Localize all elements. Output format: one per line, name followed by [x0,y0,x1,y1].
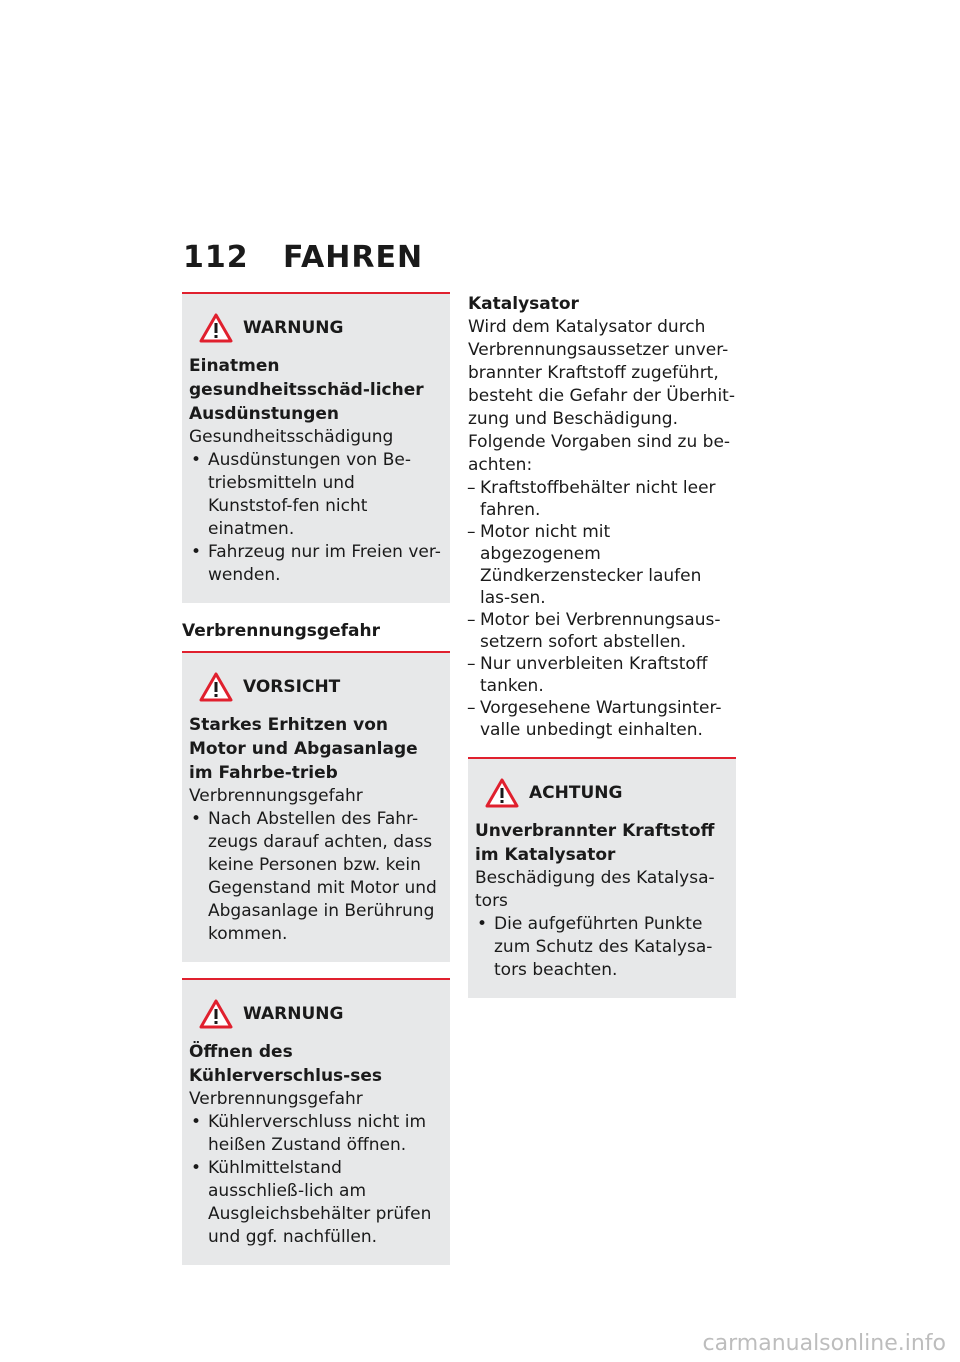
section-title-catalyst: Katalysator [468,294,579,314]
box-header [189,308,443,348]
warning-box-radiator [182,978,450,1265]
watermark: carmanualsonline.info [702,1331,946,1356]
box-title: Öffnen des Kühlerverschlus-ses [189,1042,382,1086]
dash-item: – Motor bei Verbrennungsaus-setzern sofort abstellen. [468,609,736,653]
catalyst-lead: Folgende Vorgaben sind zu be-achten: [468,432,731,475]
box-header [475,773,729,813]
box-severity-label: VORSICHT [243,677,341,697]
warning-triangle-icon [199,672,233,702]
notice-box-catalyst [468,757,736,998]
chapter-title: FAHREN [283,240,424,275]
box-consequence: Verbrennungsgefahr [189,786,363,806]
dash-item: – Kraftstoffbehälter nicht leer fahren. [468,477,736,521]
warning-triangle-icon [199,313,233,343]
list-item: • Fahrzeug nur im Freien ver-wenden. [189,541,443,587]
right-column [468,292,736,1014]
box-title: Starkes Erhitzen von Motor und Abgasanlage im Fahrbe-trieb [189,715,418,783]
list-item: • Ausdünstungen von Be-triebsmitteln und Kunststof-fen nicht einatmen. [189,449,443,541]
box-severity-label: WARNUNG [243,1004,344,1024]
warning-box-fumes [182,292,450,603]
box-consequence: Verbrennungsgefahr [189,1089,363,1109]
box-header [189,667,443,707]
catalyst-intro: Wird dem Katalysator durch Verbrennungsaussetzer unver-brannter Kraftstoff zugeführt, besteht die Gefahr der Überhit-zung und Beschädigung. [468,317,735,429]
box-consequence: Beschädigung des Katalysa-tors [475,868,715,911]
list-item: • Kühlerverschluss nicht im heißen Zustand öffnen. [189,1111,443,1157]
left-column [182,292,450,1281]
dash-item: – Motor nicht mit abgezogenem Zündkerzenstecker laufen las-sen. [468,521,736,609]
dash-item: – Vorgesehene Wartungsinter-valle unbedingt einhalten. [468,697,736,741]
box-header [189,994,443,1034]
list-item: • Nach Abstellen des Fahr-zeugs darauf achten, dass keine Personen bzw. kein Gegenstand mit Motor und Abgasanlage in Berührung kommen. [189,808,443,946]
section-title-burn: Verbrennungsgefahr [182,621,380,641]
box-severity-label: WARNUNG [243,318,344,338]
caution-box-heat [182,651,450,962]
list-item: • Die aufgeführten Punkte zum Schutz des Katalysa-tors beachten. [475,913,729,982]
box-severity-label: ACHTUNG [529,783,623,803]
box-title: Einatmen gesundheitsschäd-licher Ausdünstungen [189,356,424,424]
warning-triangle-icon [199,999,233,1029]
list-item: • Kühlmittelstand ausschließ-lich am Ausgleichsbehälter prüfen und ggf. nachfüllen. [189,1157,443,1249]
dash-item: – Nur unverbleiten Kraftstoff tanken. [468,653,736,697]
box-consequence: Gesundheitsschädigung [189,427,394,447]
page-number: 112 [183,240,249,275]
page-header [183,240,423,275]
box-title: Unverbrannter Kraftstoff im Katalysator [475,821,715,865]
warning-triangle-icon [485,778,519,808]
